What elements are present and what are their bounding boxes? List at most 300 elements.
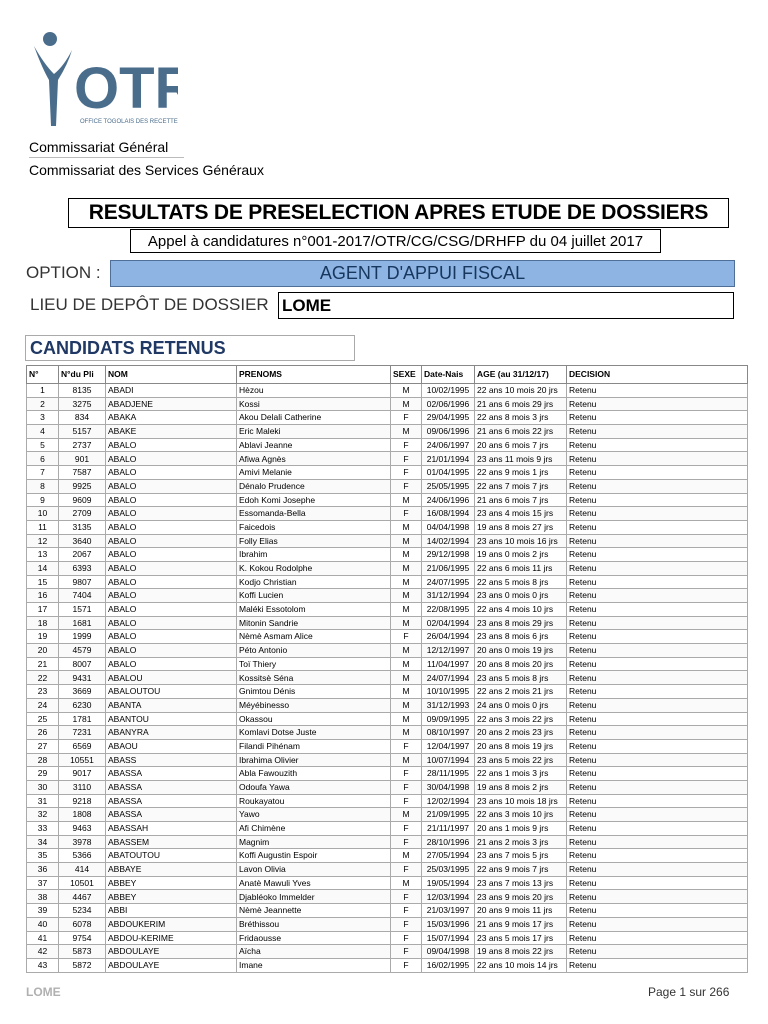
table-row <box>27 534 748 548</box>
cell-col-nom: ABASSA <box>106 767 237 781</box>
cell-col-prenoms: Filandi Pihénam <box>237 739 391 753</box>
cell-col-number: 24 <box>27 698 59 712</box>
org-line2: Commissariat des Services Généraux <box>29 162 264 178</box>
cell-col-pli: 2067 <box>59 548 106 562</box>
cell-col-date-nais: 02/04/1994 <box>422 616 475 630</box>
cell-col-date-nais: 25/05/1995 <box>422 479 475 493</box>
cell-col-sexe: M <box>391 685 422 699</box>
table-row <box>27 739 748 753</box>
cell-col-number: 4 <box>27 425 59 439</box>
cell-col-sexe: M <box>391 644 422 658</box>
cell-col-decision: Retenu <box>567 945 748 959</box>
cell-col-number: 10 <box>27 507 59 521</box>
cell-col-date-nais: 25/03/1995 <box>422 863 475 877</box>
otr-logo-graphic <box>28 28 178 136</box>
cell-col-number: 35 <box>27 849 59 863</box>
cell-col-number: 15 <box>27 575 59 589</box>
cell-col-pli: 3640 <box>59 534 106 548</box>
cell-col-decision: Retenu <box>567 822 748 836</box>
cell-col-age: 21 ans 9 mois 17 jrs <box>475 917 567 931</box>
header-col-date-nais: Date-Nais <box>422 366 475 384</box>
cell-col-pli: 5873 <box>59 945 106 959</box>
cell-col-nom: ABALOUTOU <box>106 685 237 699</box>
cell-col-pli: 3135 <box>59 520 106 534</box>
cell-col-decision: Retenu <box>567 890 748 904</box>
cell-col-sexe: F <box>391 835 422 849</box>
cell-col-date-nais: 11/04/1997 <box>422 657 475 671</box>
cell-col-nom: ABALO <box>106 630 237 644</box>
cell-col-nom: ABADJENE <box>106 397 237 411</box>
cell-col-decision: Retenu <box>567 876 748 890</box>
table-row <box>27 644 748 658</box>
cell-col-age: 22 ans 3 mois 10 jrs <box>475 808 567 822</box>
table-row <box>27 397 748 411</box>
cell-col-date-nais: 29/04/1995 <box>422 411 475 425</box>
cell-col-age: 23 ans 7 mois 13 jrs <box>475 876 567 890</box>
cell-col-decision: Retenu <box>567 808 748 822</box>
table-row <box>27 685 748 699</box>
cell-col-nom: ABATOUTOU <box>106 849 237 863</box>
cell-col-age: 22 ans 10 mois 14 jrs <box>475 958 567 972</box>
table-row <box>27 917 748 931</box>
cell-col-age: 20 ans 0 mois 19 jrs <box>475 644 567 658</box>
cell-col-number: 16 <box>27 589 59 603</box>
cell-col-pli: 9017 <box>59 767 106 781</box>
cell-col-pli: 10501 <box>59 876 106 890</box>
cell-col-pli: 5872 <box>59 958 106 972</box>
cell-col-pli: 414 <box>59 863 106 877</box>
cell-col-decision: Retenu <box>567 644 748 658</box>
cell-col-prenoms: Roukayatou <box>237 794 391 808</box>
cell-col-number: 11 <box>27 520 59 534</box>
cell-col-number: 27 <box>27 739 59 753</box>
cell-col-date-nais: 16/08/1994 <box>422 507 475 521</box>
cell-col-date-nais: 08/10/1997 <box>422 726 475 740</box>
table-row <box>27 945 748 959</box>
cell-col-prenoms: Maléki Essotolom <box>237 603 391 617</box>
cell-col-date-nais: 10/02/1995 <box>422 384 475 398</box>
cell-col-decision: Retenu <box>567 863 748 877</box>
option-value: AGENT D'APPUI FISCAL <box>110 260 735 287</box>
table-header-row <box>27 366 748 384</box>
table-row <box>27 698 748 712</box>
cell-col-date-nais: 24/06/1997 <box>422 438 475 452</box>
table-row <box>27 794 748 808</box>
cell-col-date-nais: 24/07/1994 <box>422 671 475 685</box>
cell-col-age: 20 ans 8 mois 20 jrs <box>475 657 567 671</box>
cell-col-number: 8 <box>27 479 59 493</box>
cell-col-prenoms: Akou Delali Catherine <box>237 411 391 425</box>
cell-col-decision: Retenu <box>567 958 748 972</box>
logo-subtext: OFFICE TOGOLAIS DES RECETTES <box>80 119 178 125</box>
cell-col-prenoms: Aïcha <box>237 945 391 959</box>
cell-col-decision: Retenu <box>567 712 748 726</box>
cell-col-decision: Retenu <box>567 466 748 480</box>
cell-col-pli: 10551 <box>59 753 106 767</box>
header-col-nom: NOM <box>106 366 237 384</box>
cell-col-nom: ABALO <box>106 507 237 521</box>
table-row <box>27 712 748 726</box>
table-body <box>27 384 748 973</box>
cell-col-number: 41 <box>27 931 59 945</box>
cell-col-sexe: M <box>391 575 422 589</box>
table-row <box>27 753 748 767</box>
cell-col-pli: 6078 <box>59 917 106 931</box>
cell-col-prenoms: Edoh Komi Josephe <box>237 493 391 507</box>
cell-col-sexe: F <box>391 890 422 904</box>
cell-col-sexe: M <box>391 657 422 671</box>
cell-col-number: 31 <box>27 794 59 808</box>
cell-col-number: 34 <box>27 835 59 849</box>
table-row <box>27 507 748 521</box>
cell-col-pli: 6230 <box>59 698 106 712</box>
cell-col-age: 22 ans 8 mois 3 jrs <box>475 411 567 425</box>
cell-col-nom: ABBI <box>106 904 237 918</box>
cell-col-prenoms: Amivi Melanie <box>237 466 391 480</box>
cell-col-date-nais: 16/02/1995 <box>422 958 475 972</box>
cell-col-age: 21 ans 6 mois 29 jrs <box>475 397 567 411</box>
cell-col-sexe: M <box>391 425 422 439</box>
cell-col-age: 23 ans 11 mois 9 jrs <box>475 452 567 466</box>
cell-col-prenoms: Anatè Mawuli Yves <box>237 876 391 890</box>
cell-col-nom: ABBEY <box>106 890 237 904</box>
cell-col-age: 23 ans 0 mois 0 jrs <box>475 589 567 603</box>
cell-col-decision: Retenu <box>567 917 748 931</box>
header-col-decision: DECISION <box>567 366 748 384</box>
table-row <box>27 767 748 781</box>
section-title: CANDIDATS RETENUS <box>25 335 355 361</box>
cell-col-prenoms: Essomanda-Bella <box>237 507 391 521</box>
document-subtitle: Appel à candidatures n°001-2017/OTR/CG/CSG/DRHFP du 04 juillet 2017 <box>130 229 661 253</box>
cell-col-decision: Retenu <box>567 794 748 808</box>
cell-col-decision: Retenu <box>567 603 748 617</box>
cell-col-nom: ABAKE <box>106 425 237 439</box>
cell-col-prenoms: Koffi Augustin Espoir <box>237 849 391 863</box>
table-row <box>27 657 748 671</box>
cell-col-date-nais: 21/06/1995 <box>422 561 475 575</box>
cell-col-nom: ABDOU-KERIME <box>106 931 237 945</box>
header-col-pli: N°du Pli <box>59 366 106 384</box>
cell-col-prenoms: Toï Thiery <box>237 657 391 671</box>
cell-col-prenoms: Nèmè Asmam Alice <box>237 630 391 644</box>
cell-col-sexe: F <box>391 411 422 425</box>
cell-col-sexe: F <box>391 794 422 808</box>
page-counter: Page 1 sur 266 <box>648 985 730 999</box>
cell-col-date-nais: 12/02/1994 <box>422 794 475 808</box>
cell-col-pli: 1781 <box>59 712 106 726</box>
cell-col-sexe: M <box>391 589 422 603</box>
cell-col-pli: 6393 <box>59 561 106 575</box>
table-row <box>27 438 748 452</box>
cell-col-date-nais: 28/10/1996 <box>422 835 475 849</box>
cell-col-pli: 9609 <box>59 493 106 507</box>
table-row <box>27 630 748 644</box>
cell-col-pli: 7404 <box>59 589 106 603</box>
table-row <box>27 958 748 972</box>
cell-col-pli: 9754 <box>59 931 106 945</box>
cell-col-age: 22 ans 10 mois 20 jrs <box>475 384 567 398</box>
cell-col-prenoms: Péto Antonio <box>237 644 391 658</box>
cell-col-nom: ABALO <box>106 575 237 589</box>
cell-col-decision: Retenu <box>567 397 748 411</box>
cell-col-sexe: F <box>391 630 422 644</box>
table-row <box>27 603 748 617</box>
cell-col-pli: 3110 <box>59 780 106 794</box>
cell-col-sexe: M <box>391 384 422 398</box>
cell-col-pli: 5234 <box>59 904 106 918</box>
table-row <box>27 411 748 425</box>
cell-col-decision: Retenu <box>567 520 748 534</box>
table-row <box>27 890 748 904</box>
cell-col-prenoms: Okassou <box>237 712 391 726</box>
cell-col-prenoms: Yawo <box>237 808 391 822</box>
cell-col-decision: Retenu <box>567 561 748 575</box>
cell-col-number: 5 <box>27 438 59 452</box>
cell-col-nom: ABBEY <box>106 876 237 890</box>
cell-col-nom: ABASSA <box>106 794 237 808</box>
cell-col-decision: Retenu <box>567 835 748 849</box>
cell-col-sexe: F <box>391 507 422 521</box>
cell-col-sexe: M <box>391 726 422 740</box>
cell-col-date-nais: 10/07/1994 <box>422 753 475 767</box>
table-row <box>27 466 748 480</box>
cell-col-prenoms: Bréthissou <box>237 917 391 931</box>
cell-col-prenoms: Gnimtou Dénis <box>237 685 391 699</box>
logo-text: OTR <box>74 56 178 121</box>
cell-col-sexe: F <box>391 931 422 945</box>
cell-col-age: 19 ans 8 mois 2 jrs <box>475 780 567 794</box>
cell-col-sexe: M <box>391 493 422 507</box>
table-row <box>27 616 748 630</box>
cell-col-age: 19 ans 8 mois 27 jrs <box>475 520 567 534</box>
cell-col-age: 23 ans 5 mois 8 jrs <box>475 671 567 685</box>
cell-col-age: 23 ans 7 mois 5 jrs <box>475 849 567 863</box>
cell-col-age: 20 ans 1 mois 9 jrs <box>475 822 567 836</box>
cell-col-pli: 2737 <box>59 438 106 452</box>
cell-col-pli: 9218 <box>59 794 106 808</box>
cell-col-nom: ABASS <box>106 753 237 767</box>
header-col-number: N° <box>27 366 59 384</box>
cell-col-date-nais: 14/02/1994 <box>422 534 475 548</box>
cell-col-age: 23 ans 8 mois 6 jrs <box>475 630 567 644</box>
cell-col-prenoms: Koffi Lucien <box>237 589 391 603</box>
cell-col-sexe: M <box>391 534 422 548</box>
cell-col-number: 20 <box>27 644 59 658</box>
table-row <box>27 575 748 589</box>
cell-col-number: 29 <box>27 767 59 781</box>
cell-col-prenoms: Imane <box>237 958 391 972</box>
cell-col-pli: 4467 <box>59 890 106 904</box>
table-row <box>27 425 748 439</box>
cell-col-decision: Retenu <box>567 780 748 794</box>
cell-col-decision: Retenu <box>567 479 748 493</box>
cell-col-pli: 8007 <box>59 657 106 671</box>
cell-col-age: 22 ans 5 mois 8 jrs <box>475 575 567 589</box>
cell-col-pli: 1999 <box>59 630 106 644</box>
cell-col-date-nais: 12/12/1997 <box>422 644 475 658</box>
cell-col-nom: ABANTOU <box>106 712 237 726</box>
cell-col-date-nais: 15/07/1994 <box>422 931 475 945</box>
cell-col-prenoms: K. Kokou Rodolphe <box>237 561 391 575</box>
cell-col-nom: ABASSA <box>106 808 237 822</box>
cell-col-nom: ABDOULAYE <box>106 958 237 972</box>
cell-col-number: 6 <box>27 452 59 466</box>
cell-col-sexe: M <box>391 603 422 617</box>
cell-col-sexe: M <box>391 808 422 822</box>
cell-col-decision: Retenu <box>567 726 748 740</box>
cell-col-sexe: M <box>391 712 422 726</box>
cell-col-nom: ABAOU <box>106 739 237 753</box>
cell-col-nom: ABALO <box>106 534 237 548</box>
cell-col-age: 23 ans 10 mois 18 jrs <box>475 794 567 808</box>
cell-col-sexe: F <box>391 438 422 452</box>
cell-col-prenoms: Afi Chimène <box>237 822 391 836</box>
option-label: OPTION : <box>26 263 101 282</box>
cell-col-decision: Retenu <box>567 767 748 781</box>
cell-col-date-nais: 22/08/1995 <box>422 603 475 617</box>
cell-col-prenoms: Ibrahim <box>237 548 391 562</box>
cell-col-date-nais: 04/04/1998 <box>422 520 475 534</box>
cell-col-number: 1 <box>27 384 59 398</box>
cell-col-number: 19 <box>27 630 59 644</box>
org-divider <box>29 157 184 158</box>
table-row <box>27 780 748 794</box>
cell-col-decision: Retenu <box>567 548 748 562</box>
cell-col-number: 43 <box>27 958 59 972</box>
cell-col-age: 22 ans 7 mois 7 jrs <box>475 479 567 493</box>
cell-col-nom: ABALO <box>106 452 237 466</box>
cell-col-pli: 1571 <box>59 603 106 617</box>
cell-col-decision: Retenu <box>567 616 748 630</box>
cell-col-nom: ABALO <box>106 479 237 493</box>
cell-col-prenoms: Ablavi Jeanne <box>237 438 391 452</box>
table-row <box>27 835 748 849</box>
cell-col-number: 2 <box>27 397 59 411</box>
cell-col-decision: Retenu <box>567 534 748 548</box>
cell-col-decision: Retenu <box>567 904 748 918</box>
cell-col-number: 18 <box>27 616 59 630</box>
cell-col-age: 23 ans 8 mois 29 jrs <box>475 616 567 630</box>
cell-col-pli: 4579 <box>59 644 106 658</box>
cell-col-sexe: M <box>391 616 422 630</box>
cell-col-nom: ABALO <box>106 603 237 617</box>
cell-col-number: 13 <box>27 548 59 562</box>
cell-col-date-nais: 30/04/1998 <box>422 780 475 794</box>
cell-col-pli: 3978 <box>59 835 106 849</box>
cell-col-number: 30 <box>27 780 59 794</box>
cell-col-nom: ABASSA <box>106 780 237 794</box>
cell-col-number: 7 <box>27 466 59 480</box>
header-col-prenoms: PRENOMS <box>237 366 391 384</box>
cell-col-sexe: F <box>391 904 422 918</box>
cell-col-decision: Retenu <box>567 671 748 685</box>
table-row <box>27 849 748 863</box>
cell-col-date-nais: 31/12/1993 <box>422 698 475 712</box>
cell-col-sexe: M <box>391 753 422 767</box>
cell-col-number: 22 <box>27 671 59 685</box>
cell-col-date-nais: 29/12/1998 <box>422 548 475 562</box>
cell-col-age: 23 ans 5 mois 22 jrs <box>475 753 567 767</box>
cell-col-prenoms: Folly Elias <box>237 534 391 548</box>
cell-col-age: 22 ans 2 mois 21 jrs <box>475 685 567 699</box>
cell-col-date-nais: 09/04/1998 <box>422 945 475 959</box>
cell-col-age: 19 ans 8 mois 22 jrs <box>475 945 567 959</box>
cell-col-sexe: M <box>391 876 422 890</box>
cell-col-decision: Retenu <box>567 739 748 753</box>
table-row <box>27 822 748 836</box>
cell-col-pli: 9807 <box>59 575 106 589</box>
cell-col-pli: 5366 <box>59 849 106 863</box>
cell-col-age: 23 ans 4 mois 15 jrs <box>475 507 567 521</box>
cell-col-number: 12 <box>27 534 59 548</box>
cell-col-decision: Retenu <box>567 438 748 452</box>
cell-col-decision: Retenu <box>567 849 748 863</box>
cell-col-prenoms: Komlavi Dotse Juste <box>237 726 391 740</box>
cell-col-date-nais: 09/06/1996 <box>422 425 475 439</box>
cell-col-sexe: F <box>391 767 422 781</box>
cell-col-age: 23 ans 5 mois 17 jrs <box>475 931 567 945</box>
lieu-label: LIEU DE DEPÔT DE DOSSIER <box>30 295 269 314</box>
cell-col-pli: 1808 <box>59 808 106 822</box>
cell-col-nom: ABDOULAYE <box>106 945 237 959</box>
cell-col-pli: 834 <box>59 411 106 425</box>
cell-col-decision: Retenu <box>567 685 748 699</box>
cell-col-pli: 9925 <box>59 479 106 493</box>
cell-col-decision: Retenu <box>567 411 748 425</box>
cell-col-pli: 3275 <box>59 397 106 411</box>
cell-col-pli: 8135 <box>59 384 106 398</box>
table-row <box>27 863 748 877</box>
cell-col-pli: 9463 <box>59 822 106 836</box>
cell-col-prenoms: Magnim <box>237 835 391 849</box>
cell-col-nom: ABANTA <box>106 698 237 712</box>
cell-col-sexe: F <box>391 452 422 466</box>
cell-col-nom: ABALO <box>106 466 237 480</box>
cell-col-pli: 2709 <box>59 507 106 521</box>
cell-col-sexe: M <box>391 520 422 534</box>
cell-col-number: 21 <box>27 657 59 671</box>
table-row <box>27 452 748 466</box>
cell-col-sexe: F <box>391 479 422 493</box>
cell-col-age: 22 ans 9 mois 7 jrs <box>475 863 567 877</box>
cell-col-number: 33 <box>27 822 59 836</box>
cell-col-decision: Retenu <box>567 425 748 439</box>
cell-col-prenoms: Hèzou <box>237 384 391 398</box>
cell-col-pli: 6569 <box>59 739 106 753</box>
cell-col-decision: Retenu <box>567 575 748 589</box>
cell-col-nom: ABALO <box>106 548 237 562</box>
cell-col-prenoms: Djabléoko Immelder <box>237 890 391 904</box>
table-row <box>27 726 748 740</box>
cell-col-nom: ABASSAH <box>106 822 237 836</box>
table-row <box>27 671 748 685</box>
cell-col-number: 3 <box>27 411 59 425</box>
cell-col-prenoms: Mitonin Sandrie <box>237 616 391 630</box>
cell-col-prenoms: Ibrahima Olivier <box>237 753 391 767</box>
cell-col-date-nais: 21/03/1997 <box>422 904 475 918</box>
cell-col-age: 22 ans 9 mois 1 jrs <box>475 466 567 480</box>
cell-col-nom: ABALO <box>106 493 237 507</box>
cell-col-sexe: M <box>391 849 422 863</box>
cell-col-decision: Retenu <box>567 452 748 466</box>
cell-col-age: 24 ans 0 mois 0 jrs <box>475 698 567 712</box>
cell-col-age: 22 ans 3 mois 22 jrs <box>475 712 567 726</box>
table-row <box>27 808 748 822</box>
cell-col-prenoms: Abla Fawouzith <box>237 767 391 781</box>
cell-col-age: 19 ans 0 mois 2 jrs <box>475 548 567 562</box>
cell-col-nom: ABASSEM <box>106 835 237 849</box>
cell-col-nom: ABADI <box>106 384 237 398</box>
